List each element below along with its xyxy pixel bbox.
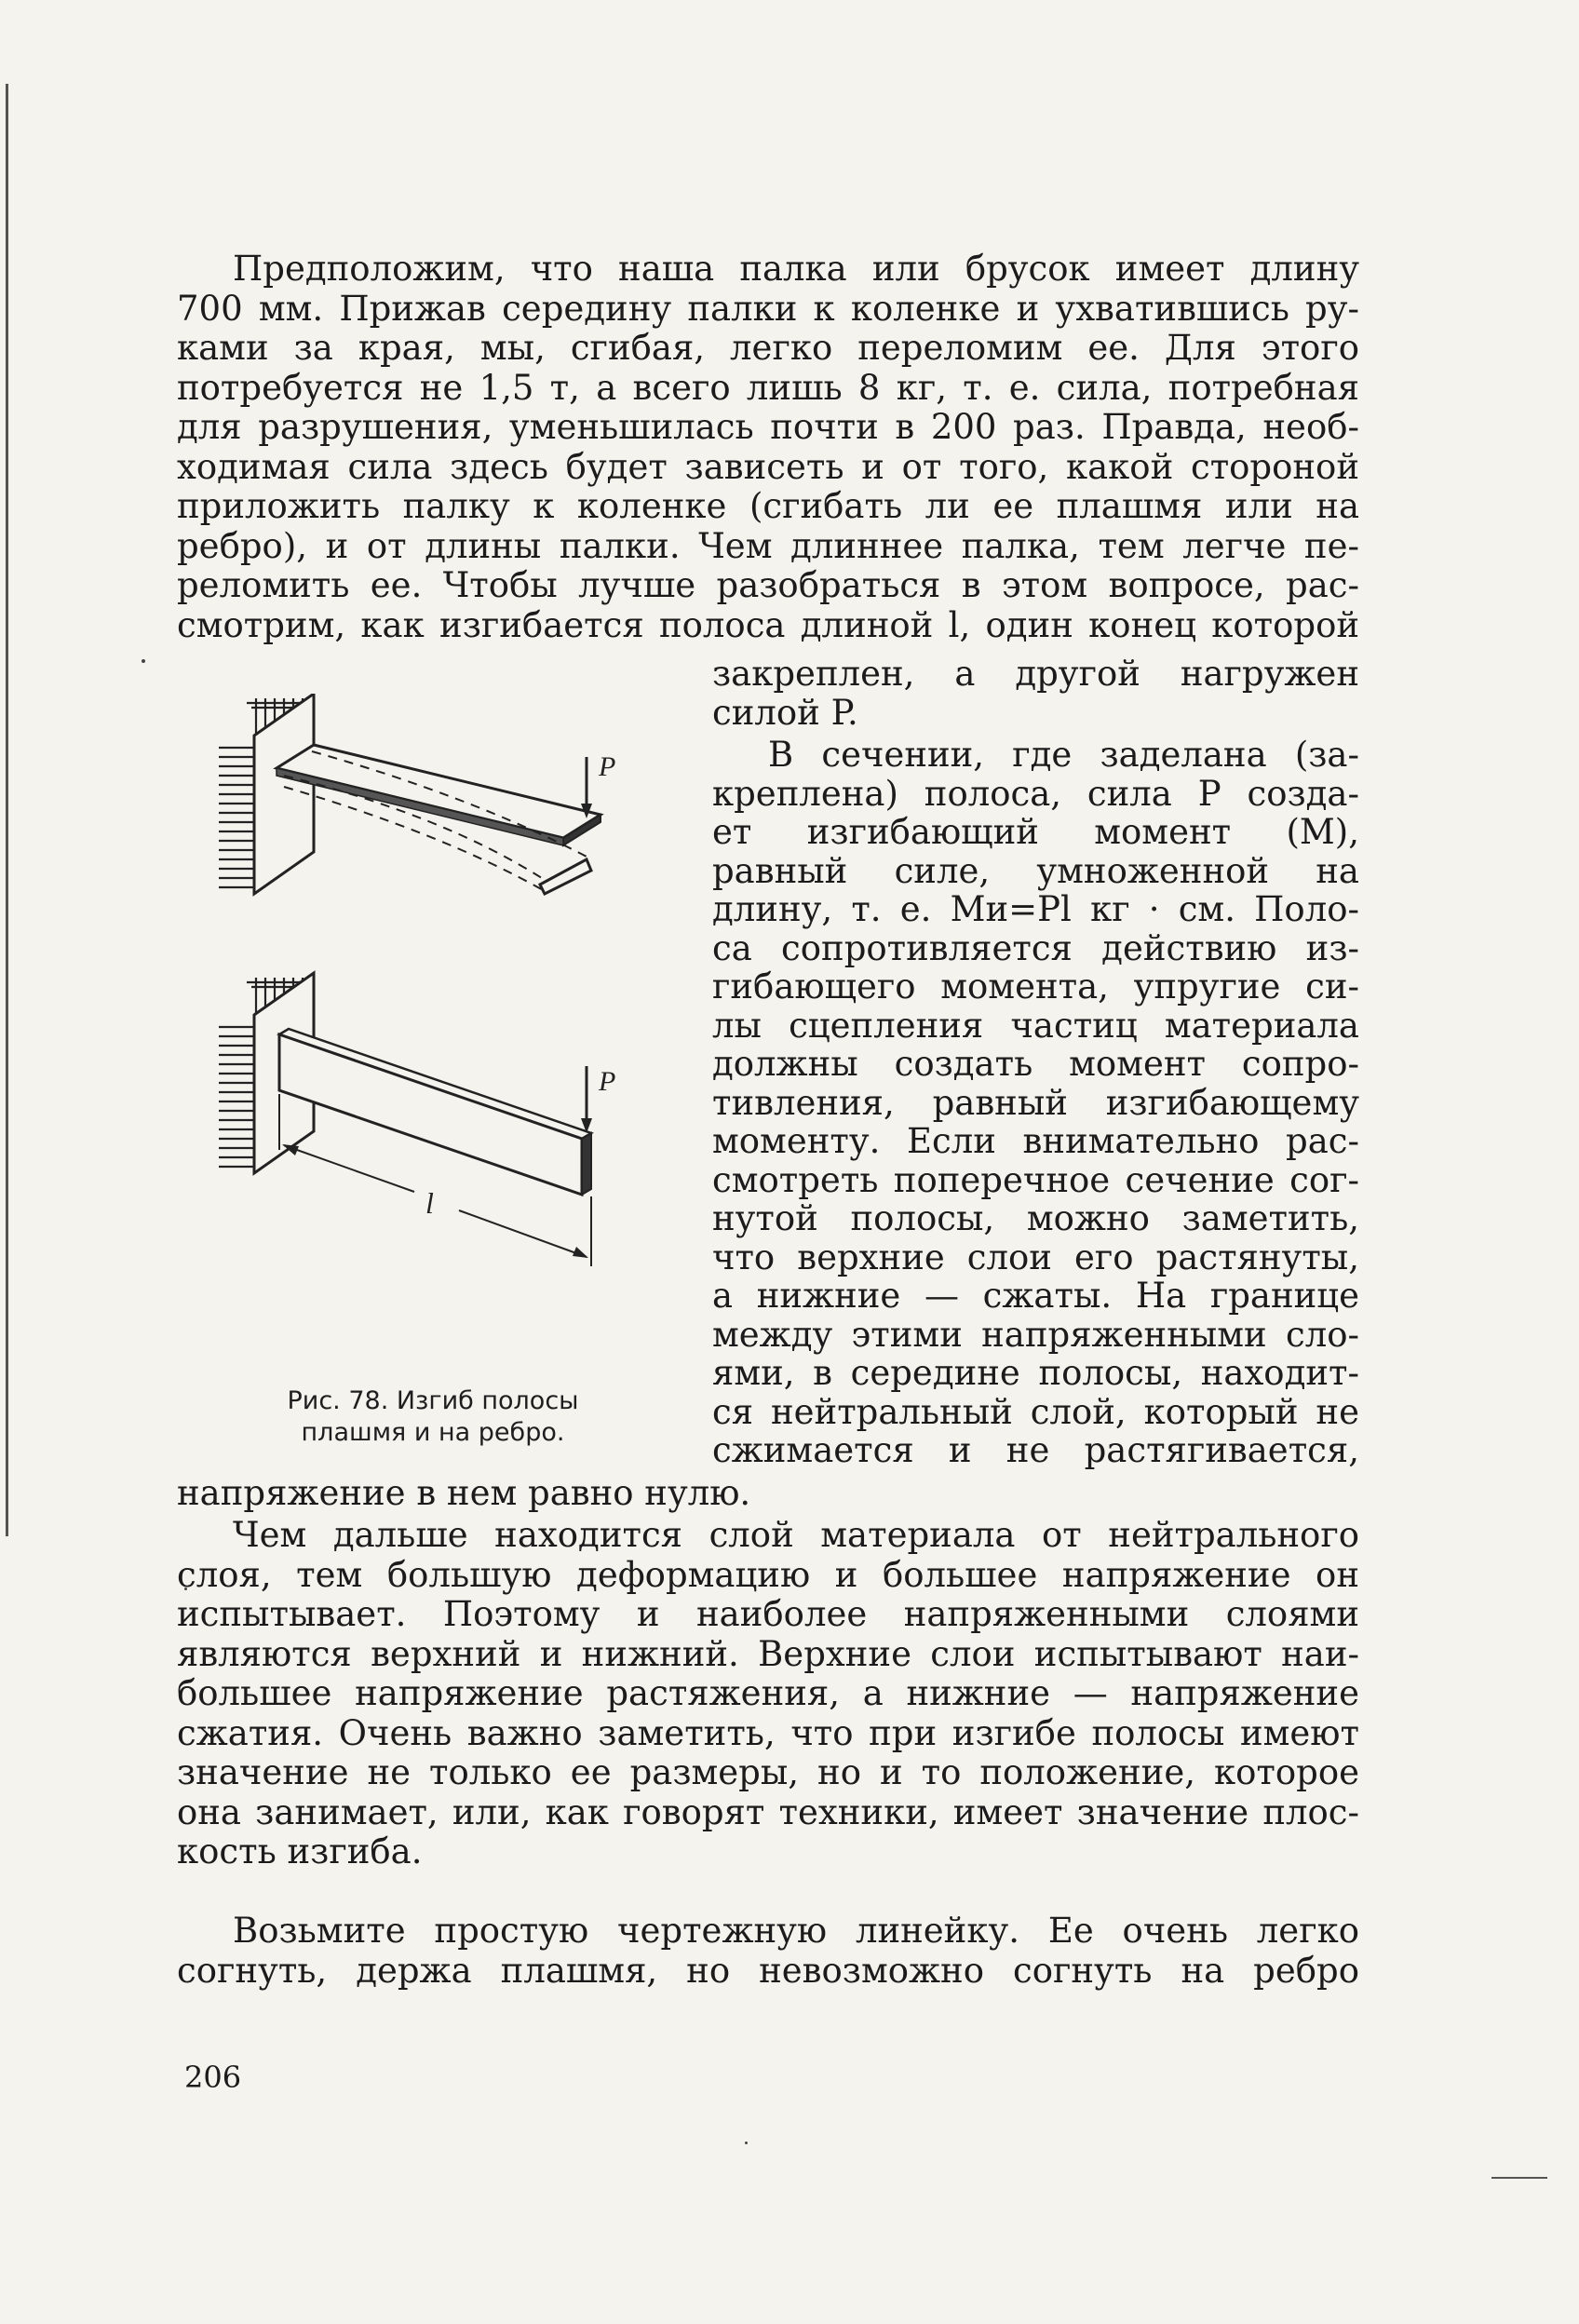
text-line: сжимается и не растягивается, xyxy=(712,1430,1359,1470)
text-line: нутой полосы, можно заметить, xyxy=(712,1198,1359,1238)
text-line: 700 мм. Прижав середину палки к коленке и ухватившись ру- xyxy=(177,288,1359,329)
figure-caption-line-2: плашмя и на ребро. xyxy=(301,1418,565,1447)
text-line: напряжение в нем равно нулю. xyxy=(177,1473,751,1513)
paragraph-2-tail xyxy=(177,1474,1359,1514)
scan-speck xyxy=(142,659,145,663)
text-line: сжатия. Очень важно заметить, что при изгибе полосы имеют xyxy=(177,1712,1359,1753)
flat-beam-diagram xyxy=(219,694,615,894)
text-line: что верхние слои его растянуты, xyxy=(712,1236,1359,1277)
text-line: являются верхний и нижний. Верхние слои испытывают наи- xyxy=(177,1633,1359,1674)
text-line: креплена) полоса, сила P созда- xyxy=(712,773,1359,814)
text-line: Предположим, что наша палка или брусок имеет длину xyxy=(233,249,1359,289)
text-line: смотрим, как изгибается полоса длиной l, один конец которой xyxy=(177,604,1359,645)
text-line: кость изгиба. xyxy=(177,1831,423,1871)
figure-caption-line-1: Рис. 78. Изгиб полосы xyxy=(287,1386,579,1415)
text-line: ет изгибающий момент (М), xyxy=(712,812,1359,852)
paragraph-3 xyxy=(177,1516,1359,1872)
text-line: длину, т. е. Mи=Pl кг · см. Поло- xyxy=(712,889,1359,929)
text-line: приложить палку к коленке (сгибать ли ее плашмя или на xyxy=(177,486,1359,526)
paragraph-2 xyxy=(712,736,1359,1470)
text-line: закреплен, а другой нагружен xyxy=(712,654,1359,694)
text-line: моменту. Если внимательно рас- xyxy=(712,1121,1359,1161)
text-line: согнуть, держа плашмя, но невозможно согнуть на ребро xyxy=(177,1950,1359,1991)
text-line: ребро), и от длины палки. Чем длиннее палка, тем легче пе- xyxy=(177,525,1359,566)
text-line: ся нейтральный слой, который не xyxy=(712,1391,1359,1432)
text-line: ями, в середине полосы, находит- xyxy=(712,1353,1359,1393)
text-line: а нижние — сжаты. На границе xyxy=(712,1276,1359,1316)
force-label-top: P xyxy=(599,751,616,782)
text-line: большее напряжение растяжения, а нижние — напряжение xyxy=(177,1673,1359,1713)
text-line: тивления, равный изгибающему xyxy=(712,1082,1359,1123)
text-line: силой P. xyxy=(712,692,858,733)
scan-dash-mark xyxy=(1491,2177,1547,2179)
text-line: слоя, тем большую деформацию и большее напряжение он xyxy=(177,1554,1359,1595)
length-label: l xyxy=(425,1186,434,1220)
paragraph-1-tail xyxy=(712,655,1359,732)
scan-speck xyxy=(745,2142,748,2144)
text-line: реломить ее. Чтобы лучше разобраться в этом вопросе, рас- xyxy=(177,565,1359,605)
figure-78-beam-bending xyxy=(209,694,656,1364)
text-line: са сопротивляется действию из- xyxy=(712,927,1359,968)
text-line: Чем дальше находится слой материала от нейтрального xyxy=(233,1515,1359,1555)
binding-edge-line xyxy=(6,84,8,1536)
force-label-bottom: P xyxy=(599,1066,616,1097)
text-line: лы сцепления частиц материала xyxy=(712,1005,1359,1046)
figure-caption xyxy=(219,1385,647,1449)
wall-hatch-top xyxy=(219,748,254,887)
text-line: испытывает. Поэтому и наиболее напряженными слоями xyxy=(177,1594,1359,1634)
edge-beam-diagram xyxy=(219,973,615,1266)
page-number: 206 xyxy=(184,2060,242,2095)
text-line: должны создать момент сопро- xyxy=(712,1044,1359,1084)
text-line: для разрушения, уменьшилась почти в 200 раз. Правда, необ- xyxy=(177,407,1359,447)
text-line: гибающего момента, упругие си- xyxy=(712,966,1359,1007)
text-line: равный силе, умноженной на xyxy=(712,850,1359,891)
text-line: между этими напряженными сло- xyxy=(712,1314,1359,1355)
text-line: ходимая сила здесь будет зависеть и от того, какой стороной xyxy=(177,446,1359,487)
paragraph-4 xyxy=(177,1912,1359,1991)
text-line: ками за края, мы, сгибая, легко переломим ее. Для этого xyxy=(177,328,1359,368)
text-line: значение не только ее размеры, но и то положение, которое xyxy=(177,1752,1359,1792)
paragraph-1 xyxy=(177,250,1359,645)
text-line: она занимает, или, как говорят техники, имеет значение плос- xyxy=(177,1791,1359,1832)
text-line: потребуется не 1,5 т, а всего лишь 8 кг, т. е. сила, потребная xyxy=(177,367,1359,408)
text-line: Возьмите простую чертежную линейку. Ее очень легко xyxy=(233,1911,1359,1951)
text-line: В сечении, где заделана (за- xyxy=(768,735,1359,775)
text-line: смотреть поперечное сечение сог- xyxy=(712,1159,1359,1200)
